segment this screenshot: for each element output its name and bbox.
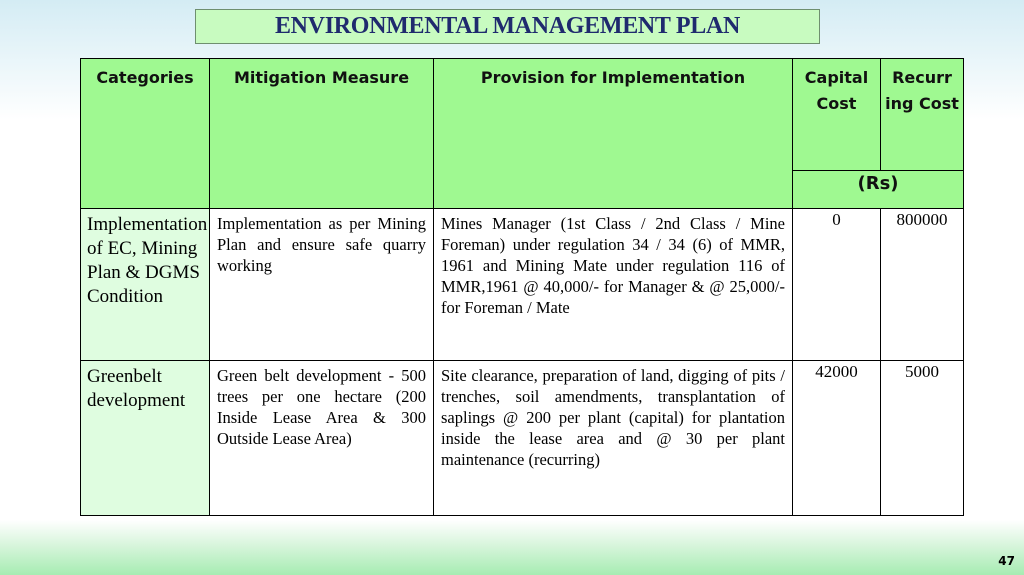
row-category: Implementation of EC, Mining Plan & DGMS Condition (81, 209, 210, 361)
table-row (81, 361, 964, 516)
row-capital-cost: 0 (793, 209, 881, 361)
row-mitigation: Implementation as per Mining Plan and ensure safe quarry working (210, 209, 434, 361)
row-category: Greenbelt development (81, 361, 210, 516)
row-mitigation: Green belt development - 500 trees per one hectare (200 Inside Lease Area & 300 Outside Lease Area) (210, 361, 434, 516)
header-categories: Categories (81, 59, 210, 209)
row-provision: Site clearance, preparation of land, digging of pits / trenches, soil amendments, transplantation of saplings @ 200 per plant (capital) for plantation inside the lease area and @ 30 per plant maintenance (recurring) (434, 361, 793, 516)
row-recurring-cost: 800000 (881, 209, 964, 361)
row-provision: Mines Manager (1st Class / 2nd Class / Mine Foreman) under regulation 34 / 34 (6) of MMR, 1961 and Mining Mate under regulation 116 of MMR,1961 @ 40,000/- for Manager & @ 25,000/- for Foreman / Mate (434, 209, 793, 361)
page-number: 47 (998, 554, 1015, 568)
table-row (81, 209, 964, 361)
header-recurring-cost: Recurr ing Cost (881, 59, 964, 171)
management-plan-table (80, 58, 964, 516)
row-recurring-cost: 5000 (881, 361, 964, 516)
header-capital-cost: Capital Cost (793, 59, 881, 171)
header-unit: (Rs) (793, 171, 964, 209)
row-capital-cost: 42000 (793, 361, 881, 516)
header-mitigation-measure: Mitigation Measure (210, 59, 434, 209)
title-banner (195, 9, 820, 44)
header-provision: Provision for Implementation (434, 59, 793, 209)
page-title: ENVIRONMENTAL MANAGEMENT PLAN (274, 13, 741, 39)
